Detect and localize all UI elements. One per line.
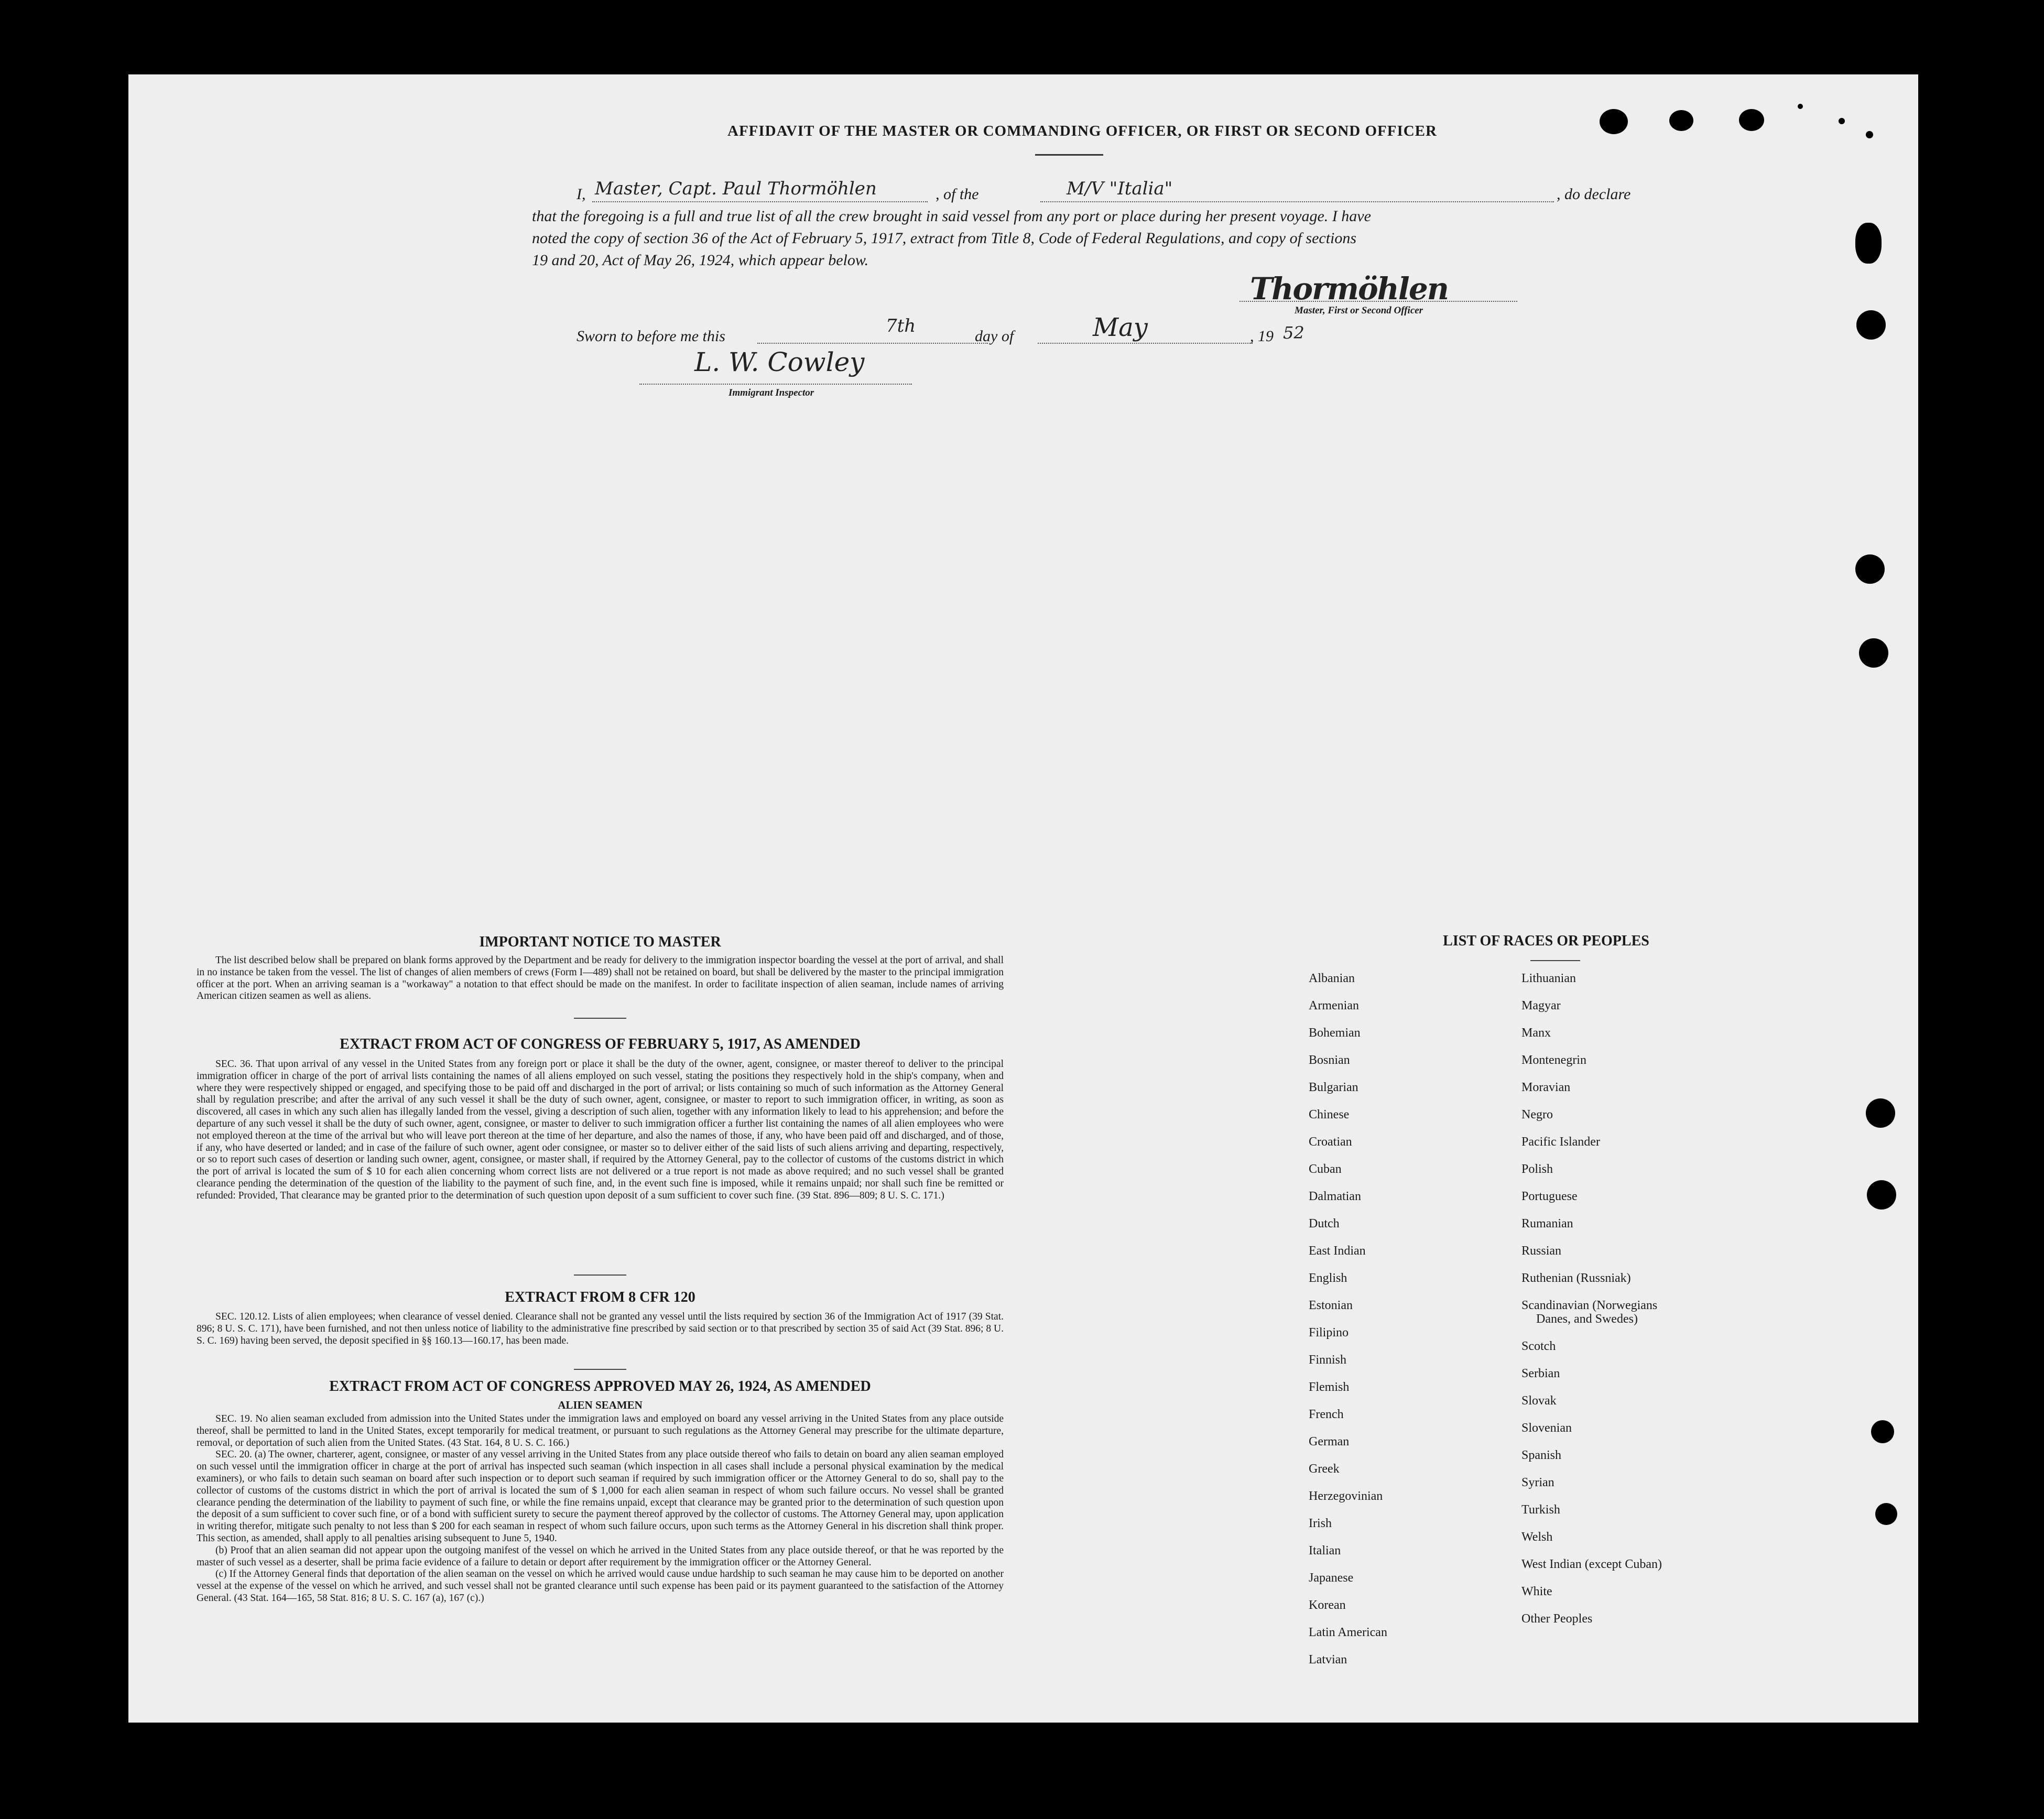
master-signature: Thormöhlen xyxy=(1250,271,1448,307)
race-item: White xyxy=(1521,1585,1552,1598)
race-item: Manx xyxy=(1521,1026,1551,1040)
race-item: Bosnian xyxy=(1309,1053,1350,1067)
race-item: Pacific Islander xyxy=(1521,1135,1600,1149)
race-item: Cuban xyxy=(1309,1162,1342,1176)
section-20b-paragraph: (b) Proof that an alien seaman did not appear upon the outgoing manifest of the vessel on which he arrived in the United States from any place outside thereof, or that he was reported by the master of such vessel as a deserter, shall be prima facie evidence of a failure to detain or deport after requirement by the immigration officer or the Attorney General. xyxy=(197,1544,1004,1568)
race-item: Serbian xyxy=(1521,1367,1560,1380)
race-item: Herzegovinian xyxy=(1309,1489,1383,1503)
section-36-paragraph: SEC. 36. That upon arrival of any vessel in the United States from any foreign port or place it shall be the duty of the owner, agent, consignee, or master thereof to deliver to the principal immigration officer in charge of the port of arrival lists containing the names of all aliens employed on such vessel, stating the positions they respectively hold in the ship's company, when and where they were respectively shipped or engaged, and specifying those to be paid off and discharged in the port of arrival; or lists containing so much of such information as the Attorney General shall by regulation prescribe; and after the arrival of any such vessel it shall be the duty of such owner, agent, consignee, or master to report to such immigration officer, in writing, as soon as discovered, all cases in which any such alien has illegally landed from the vessel, giving a description of such alien, together with any information likely to lead to his apprehension; and before the departure of any such vessel it shall be the duty of such owner, agent, consignee, or master to deliver to such immigration officer a further list containing the names of all alien employees who were not employed thereon at the time of the arrival but who will leave port thereon at the time of her departure, and also the names of those, if any, who have been paid off and discharged, and of those, if any, who have deserted or landed; and in case of the failure of such owner, agent oder consignee, or master so to deliver either of the said lists of such aliens arriving and departing, respectively, or so to report such cases of desertion or landing such owner, agent, consignee, or master shall, if required by the Attorney General, pay to the collector of customs of the customs district in which the port of arrival is located the sum of $ 10 for each alien concerning whom correct lists are not delivered or a true report is not made as above required; and no such vessel shall be granted clearance pending the determination of the question of the liability to the payment of such fine, and, in the event such fine is imposed, while it remains unpaid; nor shall such fine be remitted or refunded: Provided, That clearance may be granted prior to the determination of such question upon deposit of a sum sufficient to cover such fine. (39 Stat. 896—809; 8 U. S. C. 171.) xyxy=(197,1059,1004,1201)
notice-paragraph: The list described below shall be prepared on blank forms approved by the Department and be ready for delivery to the immigration inspector boarding the vessel at the port of arrival, and shall in no instance be taken from the vessel. The list of changes of alien members of crews (Form I—489) shall not be retained on board, but shall be delivered by the master to the principal immigration officer at the port. When an arriving seaman is a "workaway" a notation to that effect should be made on the manifest. In order to facilitate inspection of alien seaman, include names of arriving American citizen seamen as well as aliens. xyxy=(197,955,1004,1002)
extract-1924-title: EXTRACT FROM ACT OF CONGRESS APPROVED MAY 26, 1924, AS AMENDED xyxy=(329,1378,871,1395)
inspector-signature-line xyxy=(639,384,912,385)
sworn-day-line xyxy=(757,343,988,344)
extract-1924-body xyxy=(197,1413,1004,1605)
master-name-line xyxy=(592,201,928,202)
ink-spot xyxy=(1739,109,1764,131)
race-item: Rumanian xyxy=(1521,1217,1573,1230)
sworn-month-handwritten: May xyxy=(1093,313,1148,342)
races-column-1 xyxy=(1309,972,1387,1680)
race-item: Irish xyxy=(1309,1517,1332,1530)
race-item: Greek xyxy=(1309,1462,1340,1476)
race-item: Moravian xyxy=(1521,1081,1571,1094)
race-item: Magyar xyxy=(1521,999,1561,1012)
divider xyxy=(574,1275,626,1276)
race-item: East Indian xyxy=(1309,1244,1366,1258)
race-item: Slovenian xyxy=(1521,1421,1572,1435)
race-item: Polish xyxy=(1521,1162,1553,1176)
vessel-name-handwritten: M/V "Italia" xyxy=(1067,178,1173,199)
punch-hole xyxy=(1855,554,1885,584)
race-item: Slovak xyxy=(1521,1394,1557,1408)
ink-spot xyxy=(1669,110,1693,131)
inspector-caption: Immigrant Inspector xyxy=(729,387,814,398)
punch-hole xyxy=(1867,1180,1896,1210)
race-item: Montenegrin xyxy=(1521,1053,1586,1067)
declaration-line-4: 19 and 20, Act of May 26, 1924, which appear below. xyxy=(532,252,869,269)
section-120-12-paragraph: SEC. 120.12. Lists of alien employees; when clearance of vessel denied. Clearance shall not be granted any vessel until the lists required by section 36 of the Immigration Act of 1917 (39 Stat. 896; 8 U. S. C. 171), have been furnished, and not then unless notice of liability to the administrative fine prescribed by said section or to that prescribed by section 35 of said Act (39 Stat. 896; 8 U. S. C. 169) having been served, the deposit specified in §§ 160.13—160.17, has been made. xyxy=(197,1311,1004,1346)
race-item: West Indian (except Cuban) xyxy=(1521,1557,1662,1571)
cfr-title: EXTRACT FROM 8 CFR 120 xyxy=(505,1289,695,1305)
race-item: Korean xyxy=(1309,1598,1346,1612)
race-item: French xyxy=(1309,1408,1344,1421)
race-item: Russian xyxy=(1521,1244,1562,1258)
extract-1917-title: EXTRACT FROM ACT OF CONGRESS OF FEBRUARY 5, 1917, AS AMENDED xyxy=(340,1036,861,1052)
race-item: Scotch xyxy=(1521,1339,1556,1353)
race-item: Bulgarian xyxy=(1309,1081,1358,1094)
declaration-line-2: that the foregoing is a full and true list of all the crew brought in said vessel from any port or place during her present voyage. I have xyxy=(532,208,1371,225)
divider xyxy=(574,1369,626,1370)
vessel-name-line xyxy=(1040,201,1554,202)
declaration-line-3: noted the copy of section 36 of the Act of February 5, 1917, extract from Title 8, Code of Federal Regulations, and copy of sections xyxy=(532,230,1357,247)
ink-spot xyxy=(1866,131,1873,138)
race-item: Spanish xyxy=(1521,1448,1562,1462)
i-label: I, xyxy=(577,186,586,203)
notice-title: IMPORTANT NOTICE TO MASTER xyxy=(479,934,721,950)
section-19-paragraph: SEC. 19. No alien seaman excluded from admission into the United States under the immigration laws and employed on board any vessel arriving in the United States from any place outside thereof, shall be permitted to land in the United States, except temporarily for medical treatment, or pursuant to such regulations as the Attorney General may prescribe for the ultimate departure, removal, or deportation of such alien from the United States. (43 Stat. 164, 8 U. S. C. 166.) xyxy=(197,1413,1004,1448)
race-item: Other Peoples xyxy=(1521,1612,1593,1626)
race-item: Turkish xyxy=(1521,1503,1560,1517)
inspector-signature: L. W. Cowley xyxy=(694,347,865,377)
races-title: LIST OF RACES OR PEOPLES xyxy=(1443,933,1649,949)
sworn-label: Sworn to before me this xyxy=(577,328,725,345)
ink-spot xyxy=(1798,104,1803,109)
year-handwritten: 52 xyxy=(1283,323,1304,343)
race-item: Flemish xyxy=(1309,1380,1350,1394)
race-item: Finnish xyxy=(1309,1353,1347,1367)
race-item: Dutch xyxy=(1309,1217,1340,1230)
race-item: Latin American xyxy=(1309,1626,1387,1639)
race-item: Portuguese xyxy=(1521,1190,1578,1203)
notice-body xyxy=(197,955,1004,1003)
race-item: Croatian xyxy=(1309,1135,1352,1149)
do-declare-label: , do declare xyxy=(1557,186,1631,203)
race-item: Lithuanian xyxy=(1521,972,1576,985)
punch-hole xyxy=(1855,223,1882,264)
punch-hole xyxy=(1859,638,1888,668)
race-item: Ruthenian (Russniak) xyxy=(1521,1271,1631,1285)
race-item: Welsh xyxy=(1521,1530,1553,1544)
punch-hole xyxy=(1866,1098,1895,1128)
race-item: Italian xyxy=(1309,1544,1341,1557)
extract-1917-body xyxy=(197,1059,1004,1202)
title-divider xyxy=(1035,154,1103,156)
master-name-handwritten: Master, Capt. Paul Thormöhlen xyxy=(595,178,877,199)
divider xyxy=(574,1018,626,1019)
master-signature-line xyxy=(1240,301,1517,302)
of-the-label: , of the xyxy=(936,186,979,203)
affidavit-title: AFFIDAVIT OF THE MASTER OR COMMANDING OFFICER, OR FIRST OR SECOND OFFICER xyxy=(727,123,1437,139)
race-item: Japanese xyxy=(1309,1571,1354,1585)
punch-hole xyxy=(1871,1420,1894,1443)
ink-spot xyxy=(1600,109,1628,134)
punch-hole xyxy=(1856,310,1886,340)
race-item: Armenian xyxy=(1309,999,1359,1012)
ink-spot xyxy=(1839,118,1845,124)
races-divider xyxy=(1530,960,1580,961)
alien-seamen-subtitle: ALIEN SEAMEN xyxy=(558,1399,643,1411)
race-item: Bohemian xyxy=(1309,1026,1361,1040)
punch-hole xyxy=(1875,1503,1897,1525)
race-item: Albanian xyxy=(1309,972,1355,985)
race-item: Scandinavian (Norwegians xyxy=(1521,1299,1658,1312)
master-caption: Master, First or Second Officer xyxy=(1295,305,1423,316)
race-item: German xyxy=(1309,1435,1350,1448)
sworn-day-handwritten: 7th xyxy=(886,315,916,336)
race-item: Filipino xyxy=(1309,1326,1349,1339)
race-item: Syrian xyxy=(1521,1476,1554,1489)
cfr-body xyxy=(197,1311,1004,1347)
race-item: Estonian xyxy=(1309,1299,1353,1312)
day-of-label: day of xyxy=(975,328,1014,345)
sworn-month-line xyxy=(1038,343,1253,344)
year-prefix: , 19 xyxy=(1250,328,1274,345)
section-20a-paragraph: SEC. 20. (a) The owner, charterer, agent, consignee, or master of any vessel arriving in the United States from any place outside thereof who fails to detain on board any alien seaman employed on such vessel until the immigration officer in charge at the port of arrival has inspected such seaman (which inspection in all cases shall include a personal physical examination by the medical examiners), or who fails to detain such seaman on board after such inspection or to deport such seaman if required by such immigration officer or the Attorney General to do so, shall pay to the collector of customs of the customs district in which the port of arrival is located the sum of $ 1,000 for each alien seaman in respect of whom such failure occurs. No vessel shall be granted clearance pending the determination of the liability to payment of such fine, or while the fine remains unpaid, except that clearance may be granted prior to the determination of such question upon the deposit of a sum sufficient to cover such fine, or of a bond with sufficient surety to secure the payment thereof approved by the collector of customs. The Attorney General may, upon application in writing therefor, mitigate such penalty to not less than $ 200 for each seaman in respect of whom such failure occurs, upon such terms as the Attorney General in his discretion shall think proper. This section, as amended, shall apply to all penalties arising subsequent to June 5, 1940. xyxy=(197,1449,1004,1544)
document-page xyxy=(128,74,1918,1723)
race-item: Negro xyxy=(1521,1108,1553,1121)
races-column-2 xyxy=(1521,972,1662,1639)
race-item: Dalmatian xyxy=(1309,1190,1361,1203)
race-item: Latvian xyxy=(1309,1653,1347,1666)
race-item: Danes, and Swedes) xyxy=(1536,1312,1638,1326)
race-item: Chinese xyxy=(1309,1108,1350,1121)
section-20c-paragraph: (c) If the Attorney General finds that deportation of the alien seaman on the vessel on which he arrived would cause undue hardship to such seaman he may cause him to be deported on another vessel at the expense of the vessel on which he arrived, and such vessel shall not be granted clearance until such expense has been paid or its payment guaranteed to the satisfaction of the Attorney General. (43 Stat. 164—165, 58 Stat. 816; 8 U. S. C. 167 (a), 167 (c).) xyxy=(197,1569,1004,1604)
race-item: English xyxy=(1309,1271,1347,1285)
